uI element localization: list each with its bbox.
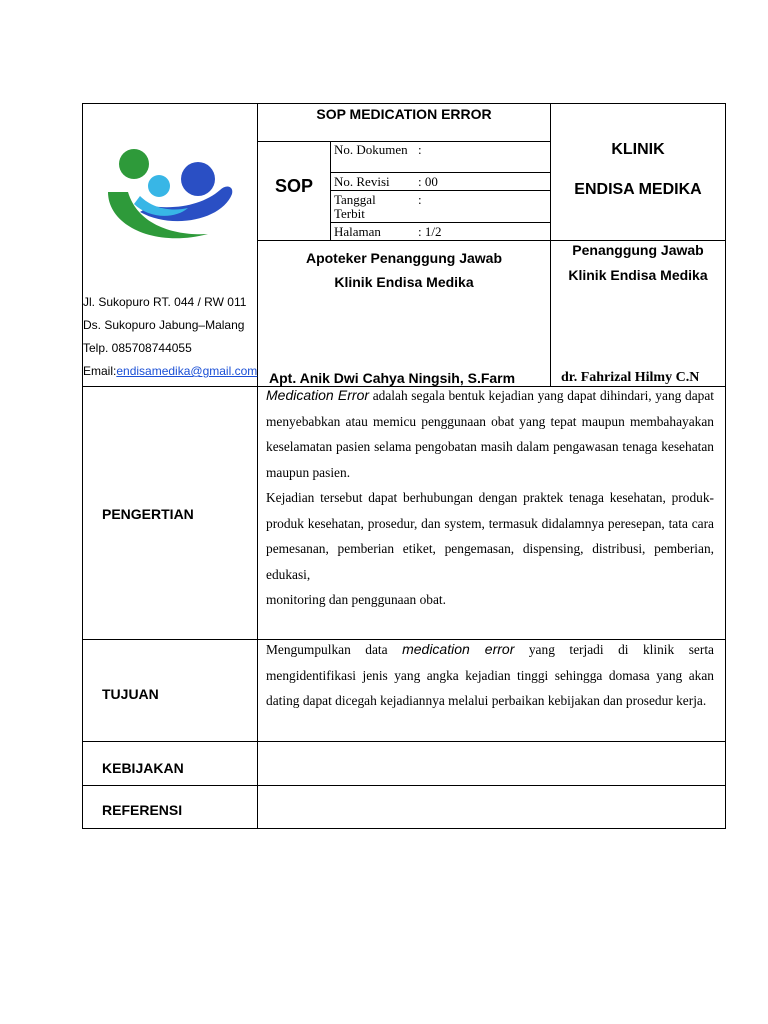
email-prefix: Email: [83, 364, 117, 378]
pharmacist-role: Apoteker Penanggung Jawab [305, 250, 503, 266]
tujuan-rest: yang terjadi di klinik serta mengidentifikasi jenis yang angka kejadian tinggi sehingga domasa yang akan dating dapat dicegah kejadiannya melalui perbaikan kebijakan dan prosedur kerja. [266, 642, 714, 708]
section-label-kebijakan: KEBIJAKAN [102, 760, 184, 776]
clinic-name-line1: KLINIK [611, 141, 665, 158]
no-revisi-value: : 00 [418, 174, 438, 189]
document-title: SOP MEDICATION ERROR [316, 106, 492, 122]
responsible-role: Penanggung Jawab [572, 242, 704, 258]
clinic-name-line2: ENDISA MEDIKA [574, 181, 702, 198]
pengertian-definition: adalah segala bentuk kejadian yang dapat dihindari, yang dapat menyebabkan atau memicu penggunaan obat yang tepat maupun membahayakan keselamatan pasien selama pengobatan masih dalam pengawasan tenaga kesehatan maupun pasien. [266, 388, 715, 480]
no-dokumen-value: : [418, 142, 422, 157]
tujuan-paragraph [266, 637, 714, 714]
clinic-logo-icon [100, 146, 240, 246]
pharmacist-name: Apt. Anik Dwi Cahya Ningsih, S.Farm [269, 370, 516, 386]
address-village: Ds. Sukopuro Jabung–Malang [83, 318, 245, 332]
address-email [83, 364, 257, 378]
address-phone: Telp. 085708744055 [83, 341, 192, 355]
section-label-tujuan: TUJUAN [102, 686, 159, 702]
section-label-pengertian: PENGERTIAN [102, 506, 194, 522]
responsible-clinic: Klinik Endisa Medika [568, 267, 708, 283]
pharmacist-clinic: Klinik Endisa Medika [334, 274, 474, 290]
pengertian-paragraph-1 [266, 383, 714, 485]
pengertian-content [266, 383, 714, 613]
doctor-name: dr. Fahrizal Hilmy C.N [561, 370, 700, 385]
no-revisi-label: No. Revisi [334, 174, 390, 189]
address-street: Jl. Sukopuro RT. 044 / RW 011 [83, 295, 247, 309]
tujuan-intro: Mengumpulkan data [266, 642, 403, 657]
halaman-value: : 1/2 [418, 224, 442, 239]
tanggal-terbit-value: : [418, 192, 422, 207]
pengertian-paragraph-3: monitoring dan penggunaan obat. [266, 592, 446, 607]
no-dokumen-label: No. Dokumen [334, 142, 408, 157]
pengertian-paragraph-2: Kejadian tersebut dapat berhubungan dengan praktek tenaga kesehatan, produk-produk kesehatan, prosedur, dan system, termasuk didalamnya peresepan, tata cara pemesanan, pemberian etiket, pengemasan, dispensing, distribusi, pemberian, edukasi, [266, 490, 714, 582]
tanggal-terbit-label: Tanggal Terbit [334, 192, 376, 221]
halaman-label: Halaman [334, 224, 381, 239]
medication-error-term: Medication Error [266, 387, 370, 403]
tujuan-content [266, 637, 714, 714]
sop-label: SOP [274, 176, 313, 196]
section-label-referensi: REFERENSI [102, 802, 183, 818]
email-link[interactable]: endisamedika@gmail.com [116, 364, 258, 378]
tujuan-term: medication error [402, 641, 515, 657]
